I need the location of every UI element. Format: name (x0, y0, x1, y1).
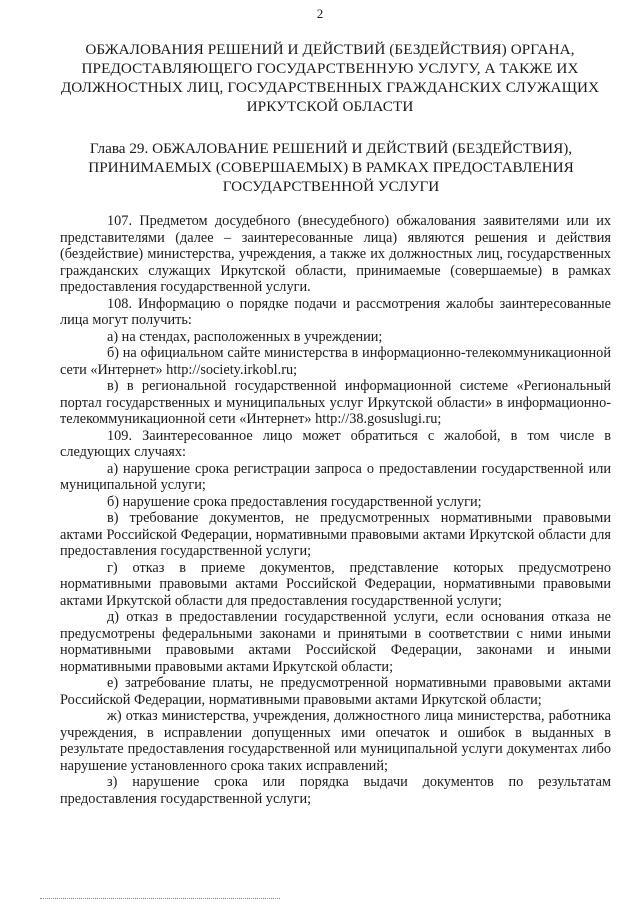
list-item-109-h: з) нарушение срока или порядка выдачи документов по результатам предоставления государственной услуги; (60, 774, 611, 807)
page-number: 2 (316, 6, 324, 21)
footer-divider (40, 898, 280, 899)
list-item-109-c: в) требование документов, не предусмотренных нормативными правовыми актами Российской Федерации, нормативными правовыми актами Иркутской области для предоставления государственной услуги; (60, 510, 611, 559)
list-item-109-b: б) нарушение срока предоставления государственной услуги; (107, 493, 482, 510)
list-item-109-a: а) нарушение срока регистрации запроса о предоставлении государственной или муниципальной услуги; (60, 460, 611, 493)
list-item-109-e: д) отказ в предоставлении государственной услуги, если основания отказа не предусмотрены федеральными законами и принятыми в соответствии с ними иными нормативными правовыми актами Российской Федерации, законами и иными нормативными правовыми актами Иркутской области; (60, 609, 611, 675)
list-item-108-b: б) на официальном сайте министерства в информационно-телекоммуникационной сети «Интернет» http://society.irkobl.ru; (60, 345, 611, 378)
list-item-109-f: е) затребование платы, не предусмотренной нормативными правовыми актами Российской Федерации, нормативными правовыми актами Иркутской области; (60, 675, 611, 708)
section-title: ОБЖАЛОВАНИЯ РЕШЕНИЙ И ДЕЙСТВИЙ (БЕЗДЕЙСТВИЯ) ОРГАНА, ПРЕДОСТАВЛЯЮЩЕГО ГОСУДАРСТВЕННУЮ УСЛУГУ, А ТАКЖЕ ИХ ДОЛЖНОСТНЫХ ЛИЦ, ГОСУДАРСТВЕННЫХ ГРАЖДАНСКИХ СЛУЖАЩИХ ИРКУТСКОЙ ОБЛАСТИ (60, 41, 600, 115)
list-item-108-a: а) на стендах, расположенных в учреждении; (107, 328, 383, 345)
document-body (60, 213, 611, 807)
list-item-108-c: в) в региональной государственной информационной системе «Региональный портал государственных и муниципальных услуг Иркутской области» в информационно-телекоммуникационной сети «Интернет» http://38.gosuslugi.ru; (60, 378, 611, 427)
list-item-109-d: г) отказ в приеме документов, представление которых предусмотрено нормативными правовыми актами Российской Федерации, нормативными правовыми актами Иркутской области для предоставления государственной услуги; (60, 559, 611, 609)
chapter-title: Глава 29. ОБЖАЛОВАНИЕ РЕШЕНИЙ И ДЕЙСТВИЙ (БЕЗДЕЙСТВИЯ), ПРИНИМАЕМЫХ (СОВЕРШАЕМЫХ) В РАМКАХ ПРЕДОСТАВЛЕНИЯ ГОСУДАРСТВЕННОЙ УСЛУГИ (88, 140, 574, 195)
paragraph-109: 109. Заинтересованное лицо может обратиться с жалобой, в том числе в следующих случаях: (60, 427, 611, 460)
paragraph-107: 107. Предметом досудебного (внесудебного) обжалования заявителями или их представителями (далее – заинтересованные лица) являются решения и действия (бездействие) министерства, учреждения, а также их должностных лиц, государственных гражданских служащих Иркутской области, принимаемые (совершаемые) в рамках предоставления государственной услуги. (60, 213, 611, 295)
paragraph-108: 108. Информацию о порядке подачи и рассмотрения жалобы заинтересованные лица могут получить: (60, 295, 611, 328)
list-item-109-g: ж) отказ министерства, учреждения, должностного лица министерства, работника учреждения, в исправлении допущенных ими опечаток и ошибок в выданных в результате предоставления государственной или муниципальной услуги документах либо нарушение установленного срока таких исправлений; (60, 708, 611, 774)
